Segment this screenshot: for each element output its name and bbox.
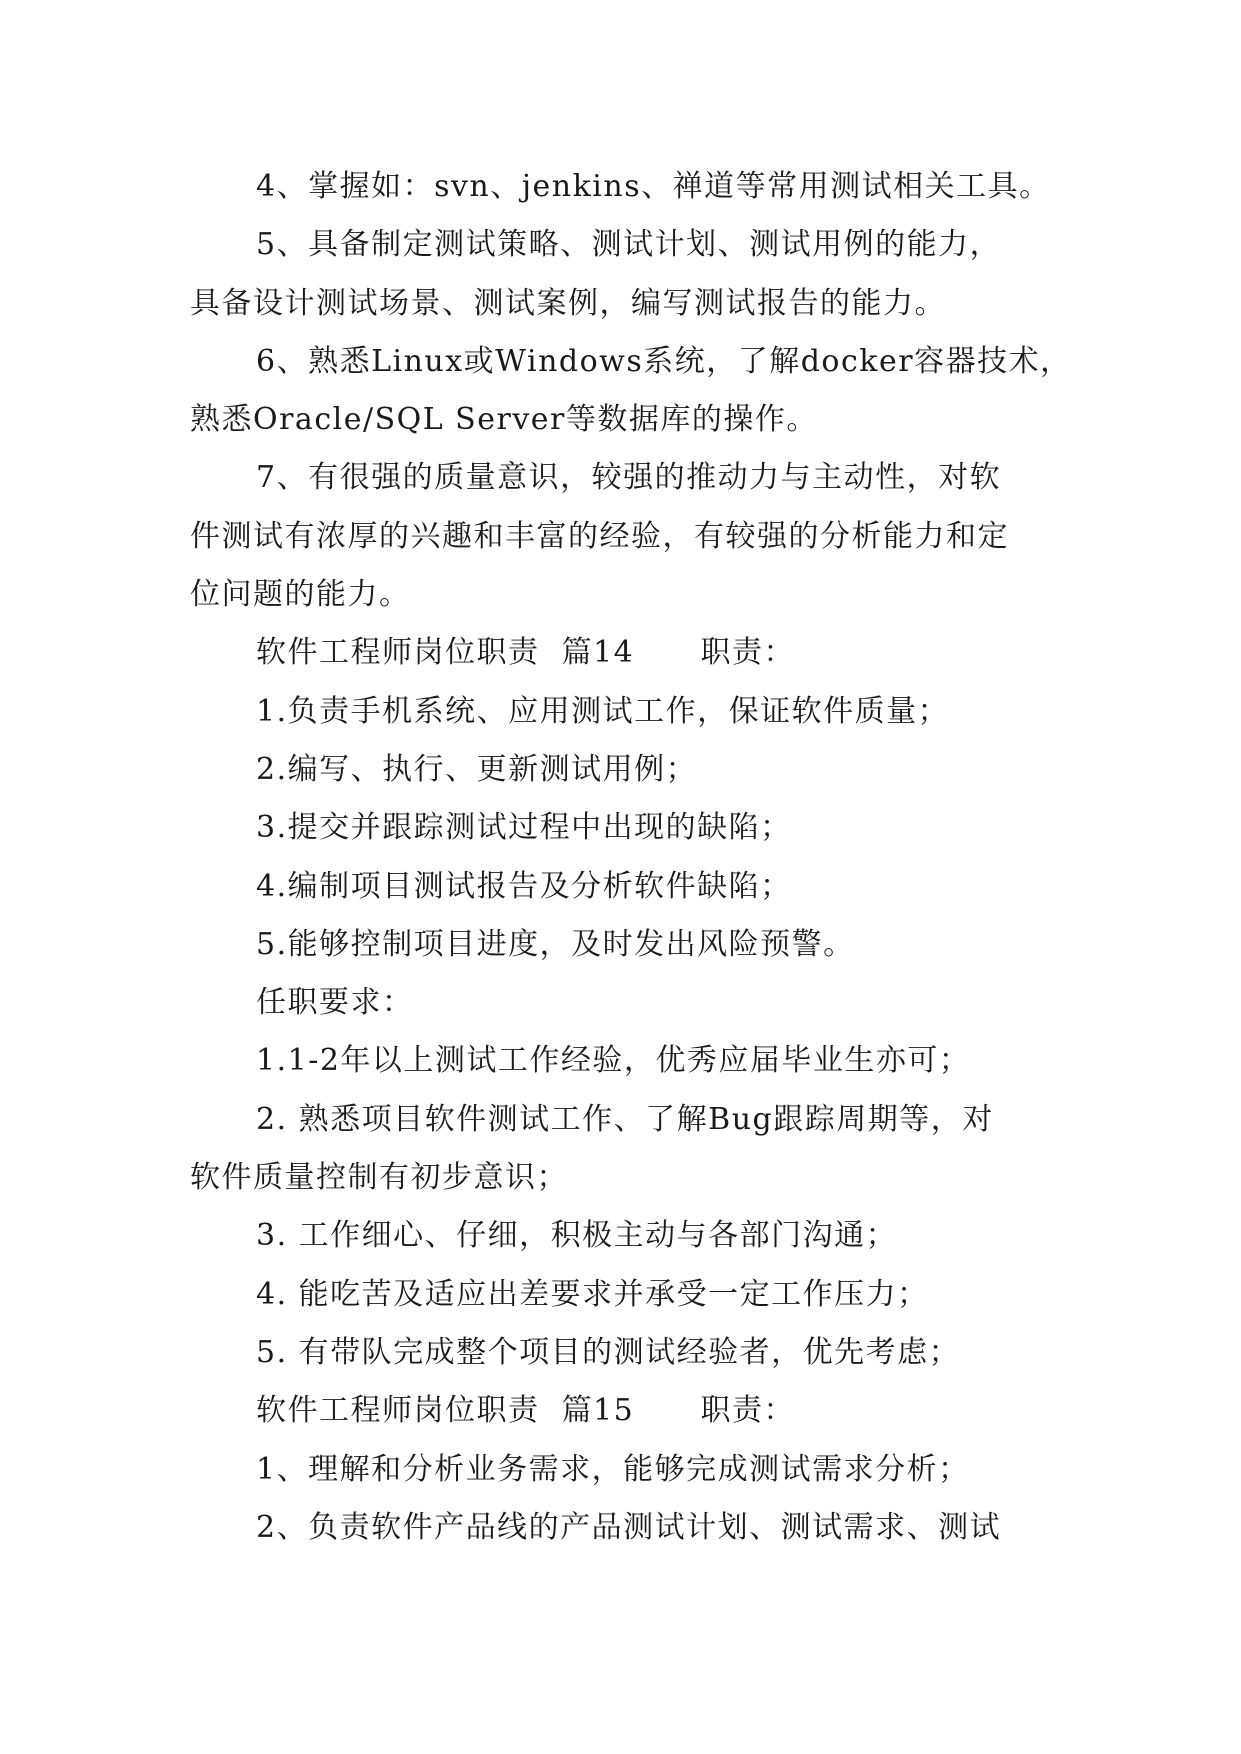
text-line: 具备设计测试场景、测试案例，编写测试报告的能力。 [190,285,946,321]
text-line: 5.能够控制项目进度，及时发出风险预警。 [256,926,855,962]
text-line: 5、具备制定测试策略、测试计划、测试用例的能力， [256,227,1002,263]
text-line: 6、熟悉Linux或Windows系统，了解docker容器技术， [256,343,1072,379]
text-line: 1.1-2年以上测试工作经验，优秀应届毕业生亦可； [256,1043,971,1079]
text-line: 2.编写、执行、更新测试用例； [256,751,698,787]
text-line: 熟悉Oracle/SQL Server等数据库的操作。 [190,402,818,438]
text-line: 件测试有浓厚的兴趣和丰富的经验，有较强的分析能力和定 [190,518,1009,554]
text-line: 软件质量控制有初步意识； [190,1160,568,1196]
text-line: 2、负责软件产品线的产品测试计划、测试需求、测试 [256,1509,1002,1545]
section-heading: 软件工程师岗位职责 篇15 职责： [256,1393,795,1429]
text-line: 7、有很强的质量意识，较强的推动力与主动性，对软 [256,460,1002,496]
text-line: 2. 熟悉项目软件测试工作、了解Bug跟踪周期等，对 [256,1101,994,1137]
text-line: 位问题的能力。 [190,577,411,613]
text-line: 4. 能吃苦及适应出差要求并承受一定工作压力； [256,1276,929,1312]
text-line: 5. 有带队完成整个项目的测试经验者，优先考虑； [256,1334,961,1370]
section-heading: 软件工程师岗位职责 篇14 职责： [256,635,795,671]
subsection-heading: 任职要求： [256,985,414,1021]
text-line: 3. 工作细心、仔细，积极主动与各部门沟通； [256,1218,898,1254]
document-body [190,158,1070,1557]
text-line: 1.负责手机系统、应用测试工作，保证软件质量； [256,693,950,729]
text-line: 4、掌握如：svn、jenkins、禅道等常用测试相关工具。 [256,169,1051,204]
text-line: 3.提交并跟踪测试过程中出现的缺陷； [256,810,792,846]
text-line: 1、理解和分析业务需求，能够完成测试需求分析； [256,1451,970,1487]
text-line: 4.编制项目测试报告及分析软件缺陷； [256,868,792,904]
